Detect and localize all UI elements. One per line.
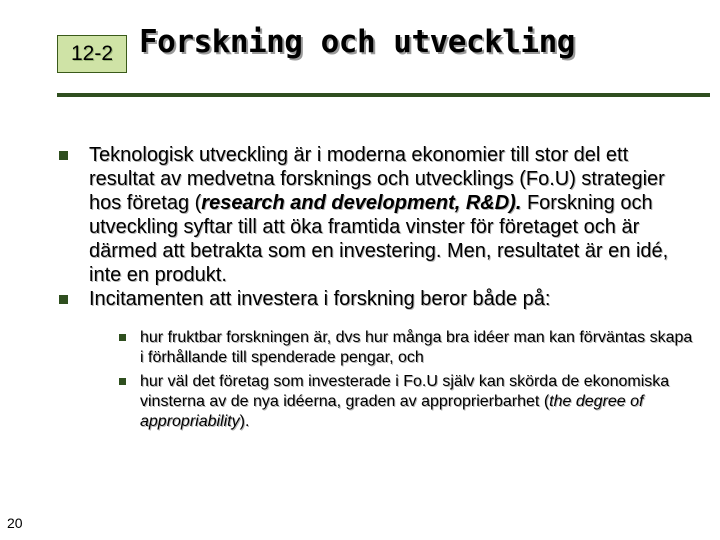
square-bullet-icon xyxy=(59,295,68,304)
section-number-badge xyxy=(57,35,127,73)
section-number: 12-2 xyxy=(70,42,114,65)
bullet-item xyxy=(59,143,699,287)
bullet-text: Incitamenten att investera i forskning beror både på: xyxy=(89,288,551,310)
slide-title: Forskning och utveckling xyxy=(139,24,575,60)
sub-bullet-item xyxy=(115,328,699,368)
slide-body xyxy=(59,143,699,436)
title-divider xyxy=(57,93,710,97)
square-bullet-icon xyxy=(119,378,126,385)
bullet-text-end: Forskning och utveckling syftar till att öka framtida vinster för företaget och är därmed att betrakta som en investering. Men, resultatet är en idé, inte en produkt. xyxy=(89,192,669,286)
bullet-list xyxy=(59,143,699,311)
sub-bullet-text-start: hur väl det företag som investerade i Fo.U själv kan skörda de ekonomiska vinsterna av de nya idéerna, graden av approprierbarhet ( xyxy=(140,373,670,410)
sub-bullet-text: hur fruktbar forskningen är, dvs hur många bra idéer man kan förväntas skapa i förhållande till spenderade pengar, och xyxy=(140,329,693,366)
bullet-text-start: Teknologisk utveckling är i moderna ekonomier till stor del ett resultat av medvetna forsknings och utvecklings (Fo.U) strategier hos företag ( xyxy=(89,144,665,214)
sub-bullet-emphasis: the degree of appropriability xyxy=(140,393,644,430)
bullet-item xyxy=(59,287,699,311)
square-bullet-icon xyxy=(59,151,68,160)
sub-bullet-text-end: ). xyxy=(239,413,250,430)
sub-bullet-list xyxy=(59,328,699,432)
bullet-emphasis: research and development, R&D). xyxy=(201,192,522,214)
sub-bullet-item xyxy=(115,372,699,432)
page-number: 20 xyxy=(7,515,23,531)
square-bullet-icon xyxy=(119,334,126,341)
